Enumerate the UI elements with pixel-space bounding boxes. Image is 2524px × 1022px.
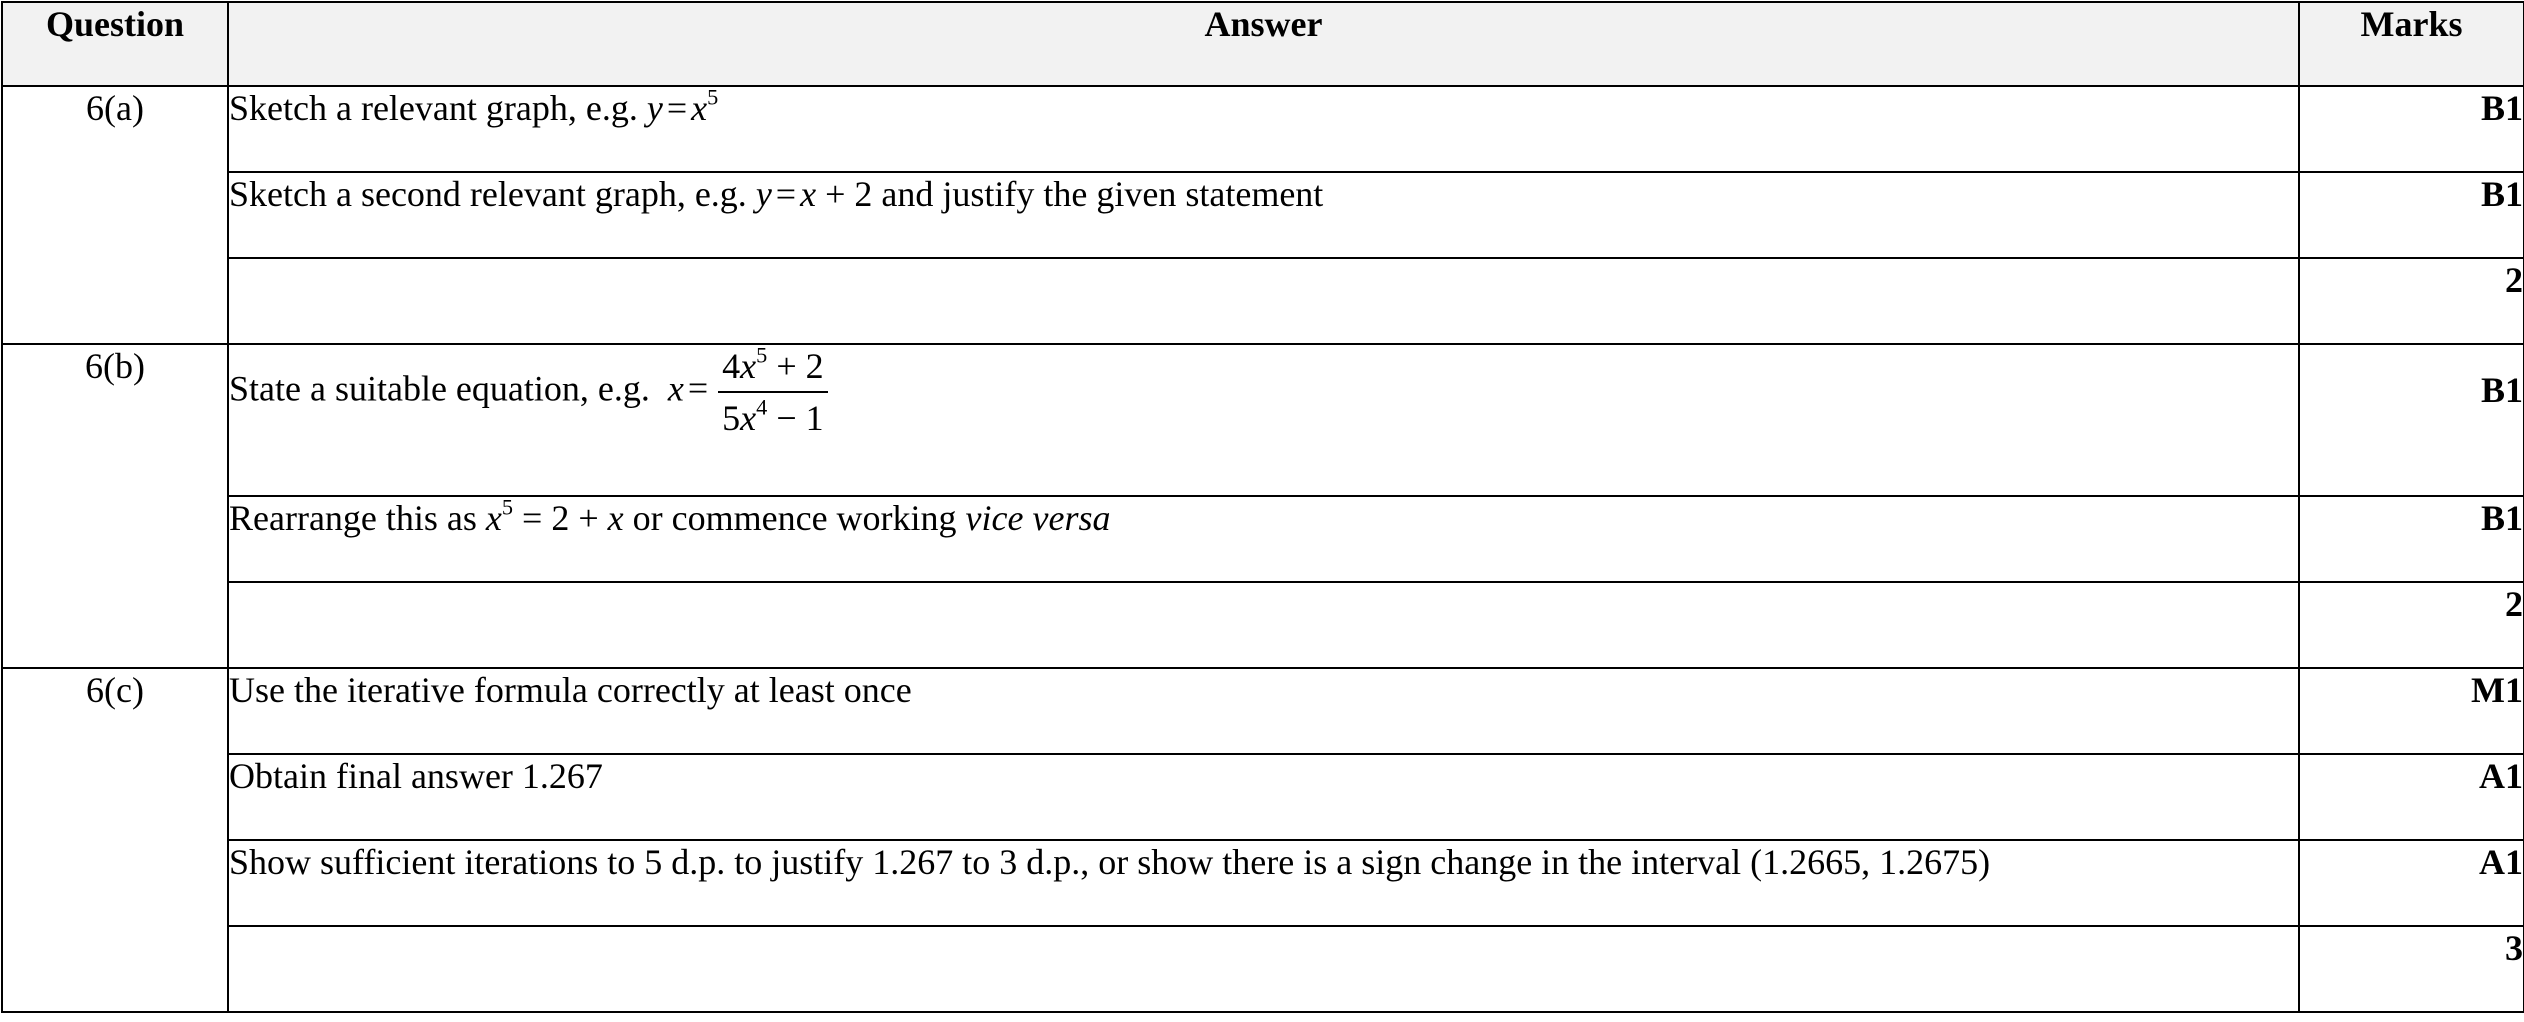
answer-text: Rearrange this as bbox=[229, 498, 477, 538]
total-mark-cell: 2 bbox=[2299, 582, 2524, 668]
table-row bbox=[2, 840, 2524, 926]
answer-cell bbox=[228, 86, 2299, 172]
table-row bbox=[2, 496, 2524, 582]
mark-cell: A1 bbox=[2299, 840, 2524, 926]
total-row bbox=[2, 582, 2524, 668]
math-term: + 2 bbox=[776, 346, 824, 386]
question-label-6b: 6(b) bbox=[2, 344, 228, 668]
math-exponent: 4 bbox=[756, 394, 768, 420]
math-exponent: 5 bbox=[756, 342, 768, 368]
answer-cell-empty bbox=[228, 582, 2299, 668]
question-label-6a: 6(a) bbox=[2, 86, 228, 344]
total-row bbox=[2, 258, 2524, 344]
header-answer: Answer bbox=[228, 2, 2299, 86]
math-operator: = bbox=[687, 368, 709, 409]
answer-cell bbox=[228, 344, 2299, 496]
table-row bbox=[2, 86, 2524, 172]
answer-text: Sketch a relevant graph, e.g. bbox=[229, 88, 638, 128]
fraction bbox=[718, 342, 827, 439]
mark-cell: B1 bbox=[2299, 86, 2524, 172]
math-term: = 2 + bbox=[522, 498, 599, 538]
answer-cell bbox=[228, 668, 2299, 754]
answer-cell-empty bbox=[228, 258, 2299, 344]
math-var: x bbox=[667, 368, 684, 409]
math-term: + 2 bbox=[825, 174, 873, 214]
answer-text: Show sufficient iterations to 5 d.p. to justify 1.267 to 3 d.p., or show there is a sign change in the interval (1.2665, 1.2675) bbox=[229, 842, 1991, 882]
answer-cell bbox=[228, 840, 2299, 926]
table-row bbox=[2, 754, 2524, 840]
answer-text: Use the iterative formula correctly at least once bbox=[229, 670, 912, 710]
table-row bbox=[2, 668, 2524, 754]
math-operator: = bbox=[775, 174, 797, 214]
math-var: y bbox=[755, 174, 772, 214]
mark-cell: B1 bbox=[2299, 496, 2524, 582]
answer-text: or commence working bbox=[632, 498, 957, 538]
answer-cell bbox=[228, 754, 2299, 840]
total-mark-cell: 2 bbox=[2299, 258, 2524, 344]
math-exponent: 5 bbox=[707, 84, 719, 110]
header-question: Question bbox=[2, 2, 228, 86]
answer-text: Sketch a second relevant graph, e.g. bbox=[229, 174, 747, 214]
math-term: 4 bbox=[722, 346, 741, 386]
math-var: x bbox=[740, 346, 757, 386]
math-var: y bbox=[646, 88, 663, 128]
math-var: x bbox=[607, 498, 624, 538]
fraction-numerator bbox=[718, 342, 827, 393]
table-row bbox=[2, 172, 2524, 258]
math-exponent: 5 bbox=[501, 494, 514, 520]
header-row bbox=[2, 2, 2524, 86]
math-term: 5 bbox=[722, 398, 741, 438]
math-var: x bbox=[485, 498, 502, 538]
answer-text: State a suitable equation, e.g. bbox=[229, 368, 650, 409]
math-var: x bbox=[691, 88, 708, 128]
table-row bbox=[2, 344, 2524, 496]
answer-cell bbox=[228, 496, 2299, 582]
question-label-6c: 6(c) bbox=[2, 668, 228, 1012]
math-var: x bbox=[800, 174, 817, 214]
mark-cell: B1 bbox=[2299, 172, 2524, 258]
mark-cell: A1 bbox=[2299, 754, 2524, 840]
answer-text: Obtain final answer 1.267 bbox=[229, 756, 603, 796]
math-operator: = bbox=[666, 88, 688, 128]
total-row bbox=[2, 926, 2524, 1012]
mark-cell: B1 bbox=[2299, 344, 2524, 496]
total-mark-cell: 3 bbox=[2299, 926, 2524, 1012]
fraction-denominator bbox=[718, 393, 827, 439]
header-marks: Marks bbox=[2299, 2, 2524, 86]
math-term: − 1 bbox=[776, 398, 824, 438]
answer-cell-empty bbox=[228, 926, 2299, 1012]
answer-cell bbox=[228, 172, 2299, 258]
math-var: x bbox=[740, 398, 757, 438]
mark-scheme-table bbox=[1, 1, 2524, 1013]
mark-cell: M1 bbox=[2299, 668, 2524, 754]
answer-text: and justify the given statement bbox=[881, 174, 1324, 214]
answer-text-italic: vice versa bbox=[965, 498, 1111, 538]
